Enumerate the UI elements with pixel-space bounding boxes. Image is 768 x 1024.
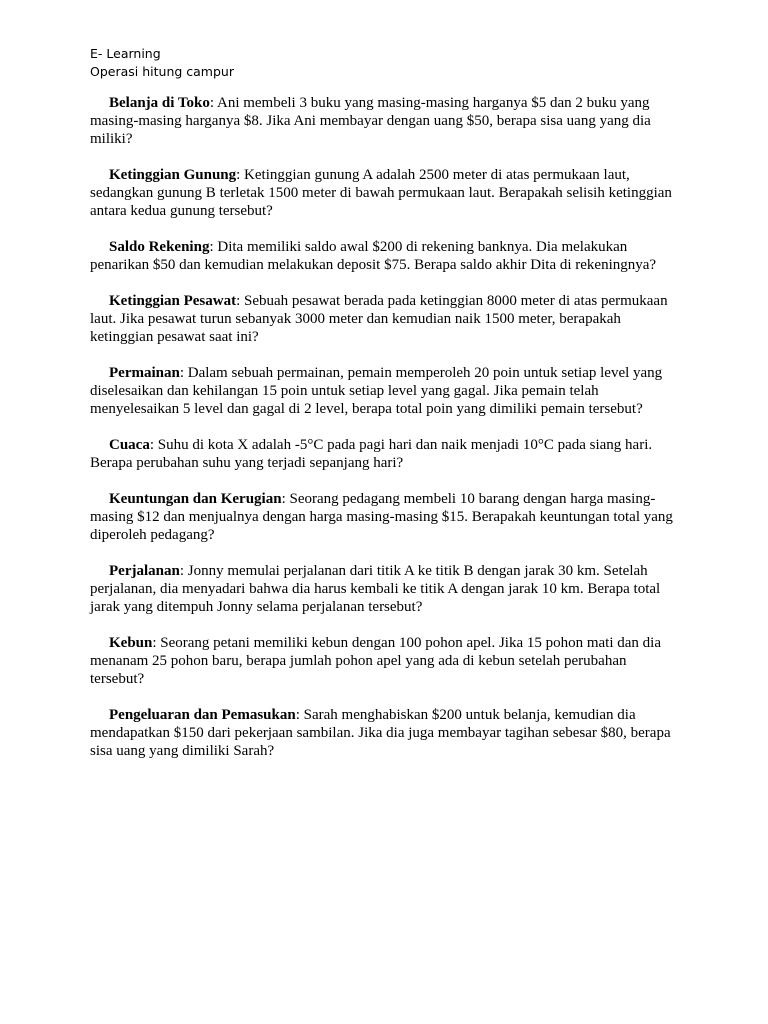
problem-text: : Seorang pedagang membeli 10 barang dengan harga masing-masing $12 dan menjualnya dengan harga masing-masing $15. Berapakah keuntungan total yang diperoleh pedagang? bbox=[90, 491, 673, 543]
problem-title: Pengeluaran dan Pemasukan bbox=[109, 707, 296, 723]
problem-title: Keuntungan dan Kerugian bbox=[109, 491, 282, 507]
problem-item bbox=[90, 292, 682, 346]
problem-item bbox=[90, 238, 682, 274]
problem-title: Permainan bbox=[109, 365, 180, 381]
problem-item bbox=[90, 94, 682, 148]
problem-text: : Dalam sebuah permainan, pemain memperoleh 20 poin untuk setiap level yang diselesaikan dan kehilangan 15 poin untuk setiap level yang gagal. Jika pemain telah menyelesaikan 5 level dan gagal di 2 level, berapa total poin yang dimiliki pemain tersebut? bbox=[90, 365, 663, 417]
problem-title: Saldo Rekening bbox=[109, 239, 210, 255]
problem-item bbox=[90, 634, 682, 688]
problem-text: : Ani membeli 3 buku yang masing-masing harganya $5 dan 2 buku yang masing-masing harganya $8. Jika Ani membayar dengan uang $50, berapa sisa uang yang dia miliki? bbox=[90, 95, 651, 147]
problem-title: Ketinggian Gunung bbox=[109, 167, 237, 183]
problem-text: : Seorang petani memiliki kebun dengan 100 pohon apel. Jika 15 pohon mati dan dia menanam 25 pohon baru, berapa jumlah pohon apel yang ada di kebun setelah perubahan tersebut? bbox=[90, 635, 662, 687]
problem-title: Cuaca bbox=[109, 437, 150, 453]
problem-item bbox=[90, 364, 682, 418]
problem-title: Ketinggian Pesawat bbox=[109, 293, 237, 309]
problem-title: Perjalanan bbox=[109, 563, 180, 579]
problem-item bbox=[90, 706, 682, 760]
problem-item bbox=[90, 490, 682, 544]
problem-text: : Jonny memulai perjalanan dari titik A ke titik B dengan jarak 30 km. Setelah perjalanan, dia menyadari bahwa dia harus kembali ke titik A dengan jarak 10 km. Berapa total jarak yang ditempuh Jonny selama perjalanan tersebut? bbox=[90, 563, 661, 615]
problem-text: : Sebuah pesawat berada pada ketinggian 8000 meter di atas permukaan laut. Jika pesawat turun sebanyak 3000 meter dan kemudian naik 1500 meter, berapakah ketinggian pesawat saat ini? bbox=[90, 293, 668, 345]
problem-item bbox=[90, 166, 682, 220]
header-subtitle: Operasi hitung campur bbox=[90, 64, 234, 79]
problem-text: : Ketinggian gunung A adalah 2500 meter di atas permukaan laut, sedangkan gunung B terletak 1500 meter di bawah permukaan laut. Berapakah selisih ketinggian antara kedua gunung tersebut? bbox=[90, 167, 672, 219]
problem-list bbox=[90, 94, 682, 778]
problem-item bbox=[90, 562, 682, 616]
problem-text: : Dita memiliki saldo awal $200 di rekening banknya. Dia melakukan penarikan $50 dan kemudian melakukan deposit $75. Berapa saldo akhir Dita di rekeningnya? bbox=[90, 239, 657, 273]
problem-text: : Suhu di kota X adalah -5°C pada pagi hari dan naik menjadi 10°C pada siang hari. Berapa perubahan suhu yang terjadi sepanjang hari? bbox=[90, 437, 653, 471]
problem-title: Belanja di Toko bbox=[109, 95, 210, 111]
problem-text: : Sarah menghabiskan $200 untuk belanja, kemudian dia mendapatkan $150 dari pekerjaan sambilan. Jika dia juga membayar tagihan sebesar $80, berapa sisa uang yang dimiliki Sarah? bbox=[90, 707, 671, 759]
header-title: E- Learning bbox=[90, 46, 161, 61]
problem-title: Kebun bbox=[109, 635, 153, 651]
document-header bbox=[90, 45, 690, 81]
problem-item bbox=[90, 436, 682, 472]
